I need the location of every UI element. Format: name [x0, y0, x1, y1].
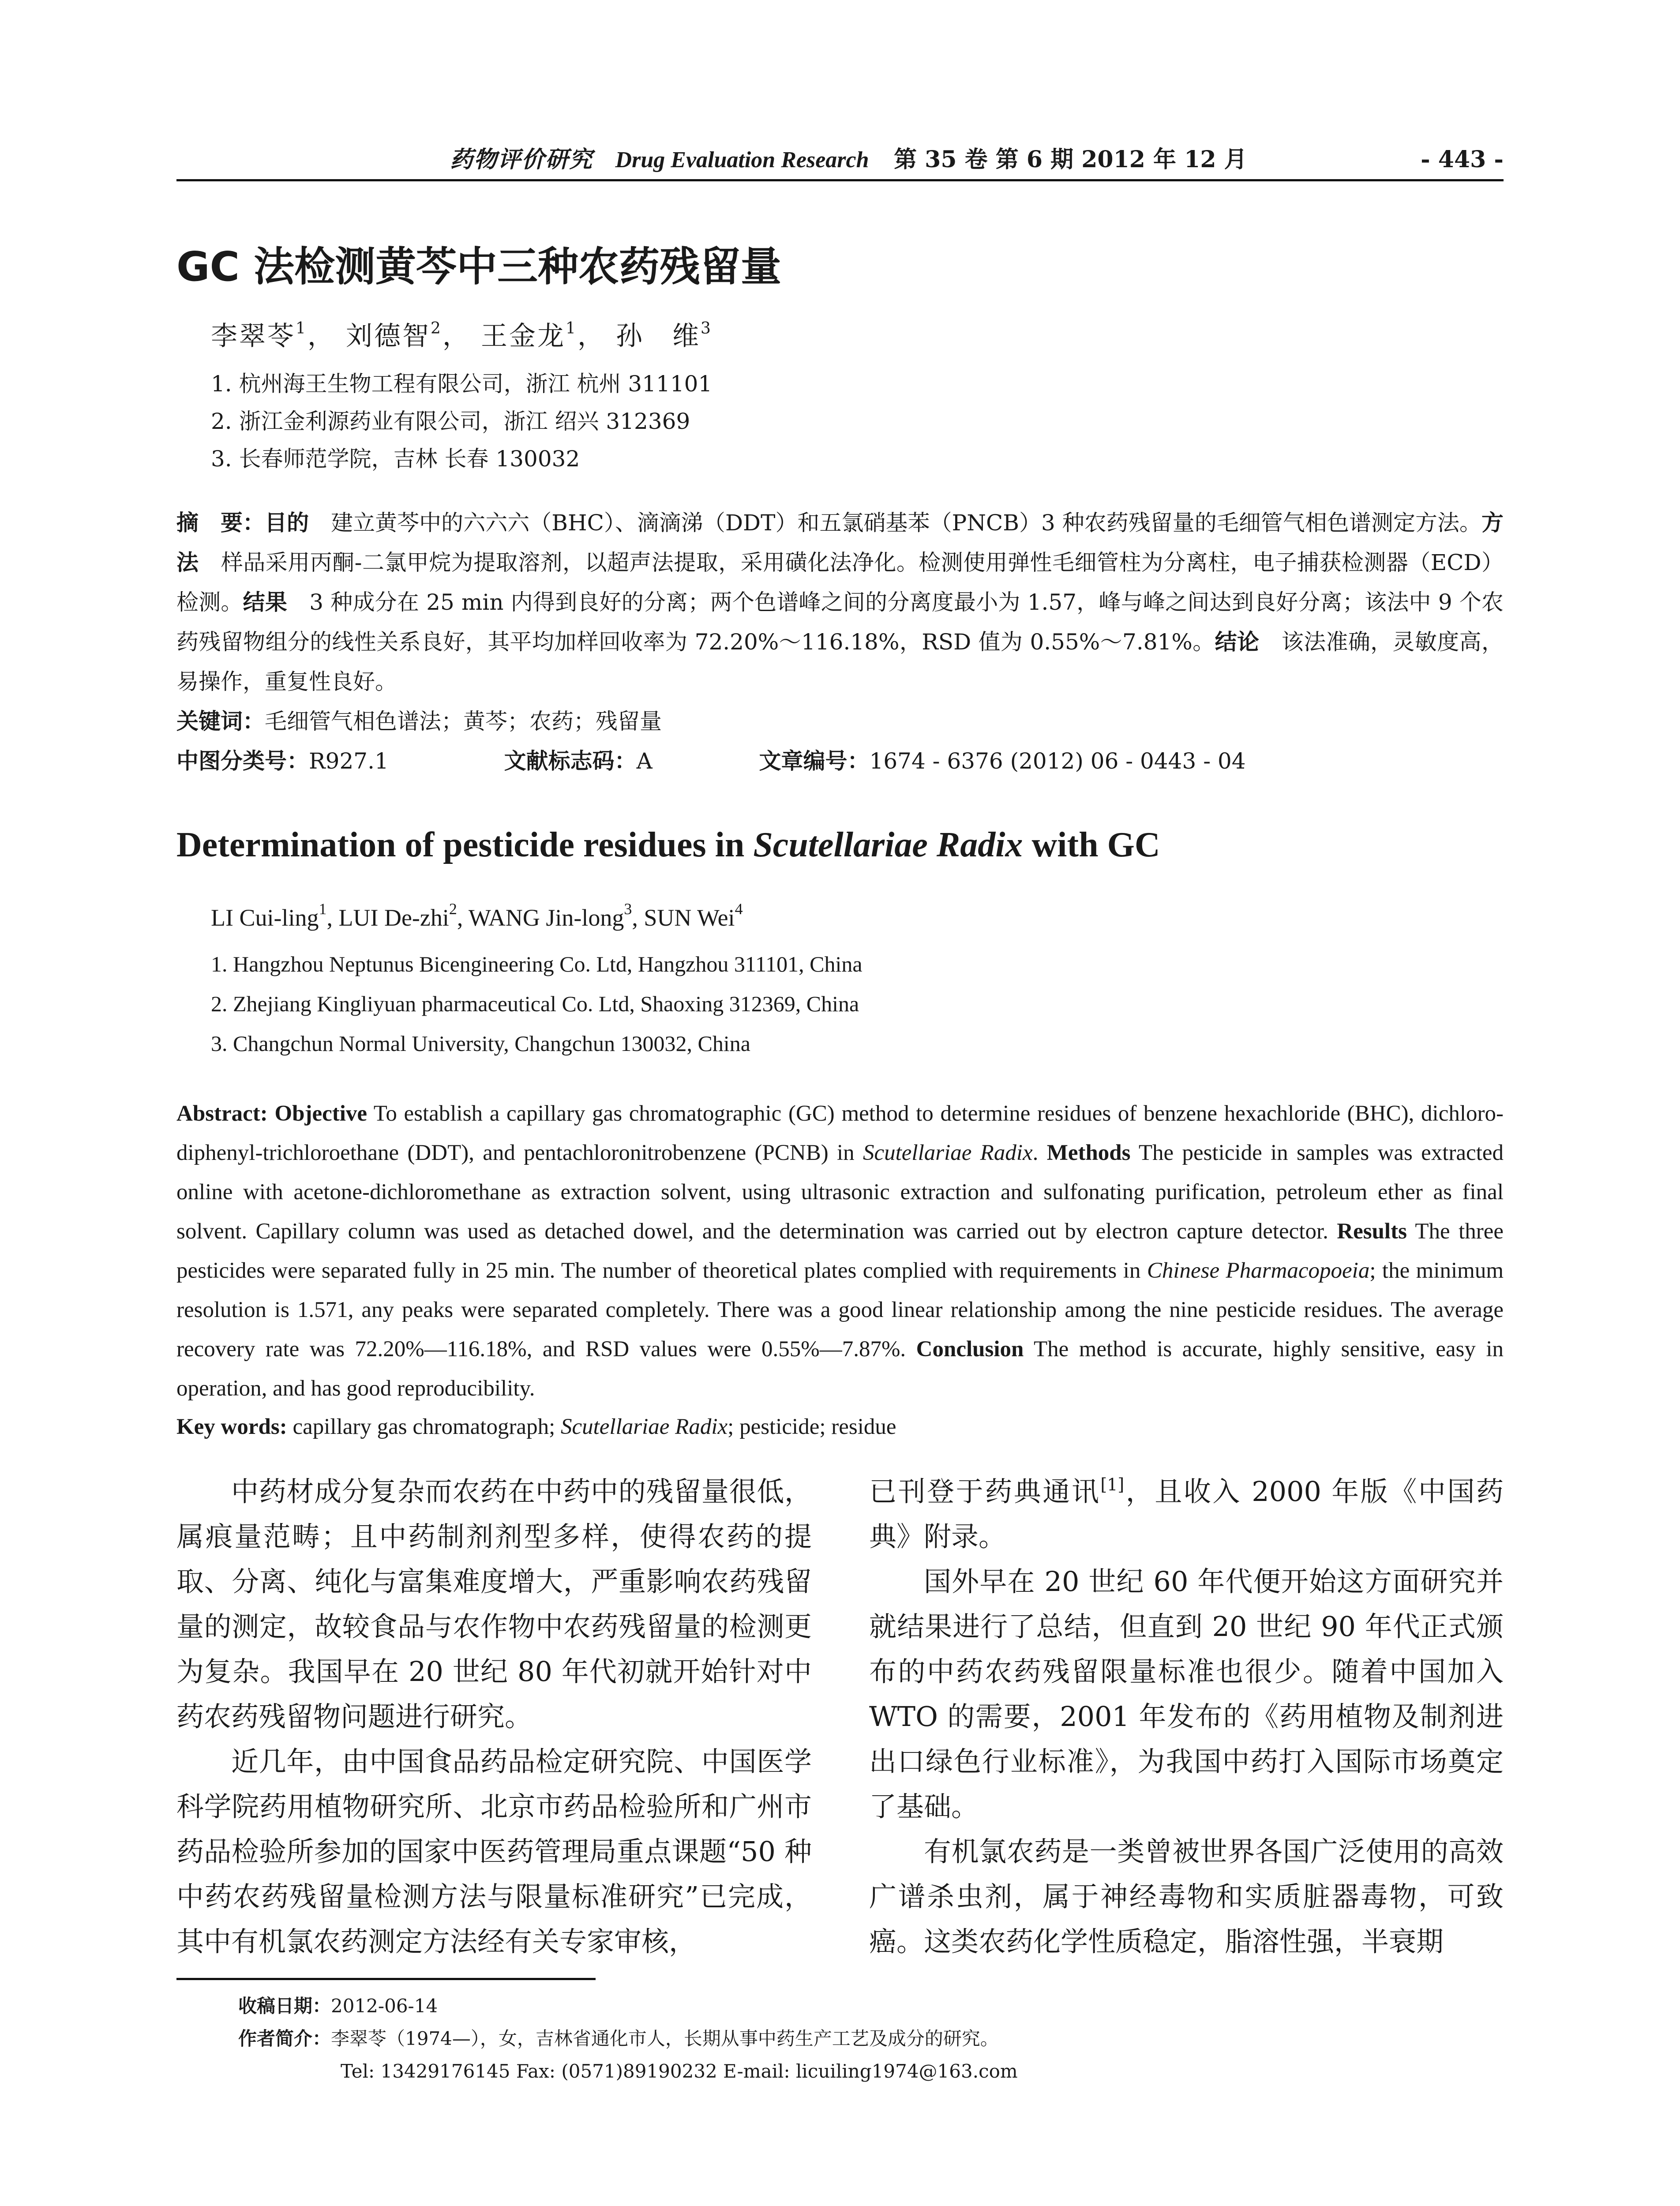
author-sup: 3 — [624, 900, 632, 918]
en-methods-label: Methods — [1046, 1141, 1131, 1165]
author-sep: , — [632, 904, 644, 931]
author-sep: , — [457, 904, 469, 931]
author-sup: 1 — [565, 319, 578, 338]
cn-keywords — [176, 702, 1504, 741]
author-sup: 2 — [449, 900, 457, 918]
author-sep: ， — [577, 321, 606, 352]
body-column-left — [176, 1469, 812, 1964]
classification-line — [176, 741, 1504, 781]
clc-label: 中图分类号： — [176, 748, 309, 774]
author-name: LI Cui-ling — [211, 904, 319, 931]
en-keywords-text: capillary gas chromatograph; — [287, 1414, 561, 1439]
author-sep: , — [326, 904, 339, 931]
author-sup: 1 — [296, 319, 308, 338]
author-bio: 李翠苓（1974—），女，吉林省通化市人，长期从事中药生产工艺及成分的研究。 — [331, 2028, 999, 2049]
body-paragraph: 国外早在 20 世纪 60 年代便开始这方面研究并就结果进行了总结，但直到 20 世纪 90 年代正式颁布的中药农药残留限量标准也很少。随着中国加入 WTO 的需要，2001 年发布的《药用植物及制剂进出口绿色行业标准》，为我国中药打入国际市场奠定了基础。 — [869, 1565, 1504, 1823]
en-conclusion-text: The method is accurate, highly sensitive, easy in operation, and has good reproducibility. — [176, 1337, 1504, 1401]
page-number: - 443 - — [1421, 146, 1504, 173]
cn-methods-text: 样品采用丙酮-二氯甲烷为提取溶剂，以超声法提取，采用磺化法净化。检测使用弹性毛细管柱为分离柱，电子捕获检测器（ECD）检测。 — [176, 550, 1504, 615]
author-name: 王金龙 — [480, 321, 566, 352]
cn-results-label: 结果 — [243, 589, 288, 615]
en-results-text-2: ; the minimum resolution is 1.571, any peaks were separated completely. There was a good linear relationship among the nine pesticide residues. The average recovery rate was 72.20%—116.18%, and RSD values were 0.55%—7.87%. — [176, 1258, 1504, 1362]
author-sup: 3 — [700, 319, 712, 338]
author-name: 李翠苓 — [211, 321, 296, 352]
en-latin-name: Scutellariae Radix — [862, 1141, 1033, 1165]
en-objective-text: To establish a capillary gas chromatographic (GC) method to determine residues of benzene hexachloride (BHC), dichloro-diphenyl-trichloroethane (DDT), and pentachloronitrobenzene (PCNB) in — [176, 1101, 1504, 1165]
article-id-value: 1674 - 6376 (2012) 06 - 0443 - 04 — [869, 748, 1246, 774]
received-date: 2012-06-14 — [331, 1995, 438, 2017]
body-paragraph-continued — [869, 1469, 1504, 1559]
cn-conclusion-label: 结论 — [1215, 629, 1260, 655]
en-affiliation-3: 3. Changchun Normal University, Changchun 130032, China — [211, 1031, 750, 1056]
cn-results-text: 3 种成分在 25 min 内得到良好的分离；两个色谱峰之间的分离度最小为 1.57，峰与峰之间达到良好分离；该法中 9 个农药残留物组分的线性关系良好，其平均加样回收率为 72.20%～116.18%，RSD 值为 0.55%～7.81%。 — [176, 589, 1504, 655]
clc-value: R927.1 — [309, 748, 389, 774]
en-abstract-label: Abstract: Objective — [176, 1101, 368, 1126]
cn-conclusion-text: 该法准确，灵敏度高，易操作，重复性良好。 — [176, 629, 1504, 694]
en-keywords-text-2: ; pesticide; residue — [728, 1414, 896, 1439]
en-title-post: with GC — [1023, 825, 1160, 864]
author-sep: ， — [307, 321, 336, 352]
journal-logo: 药物评价研究 — [450, 146, 593, 173]
footnotes — [238, 1990, 1018, 2088]
cn-affiliation-2: 2. 浙江金利源药业有限公司，浙江 绍兴 312369 — [211, 409, 690, 434]
en-keywords — [176, 1407, 1504, 1447]
body-paragraph: 近几年，由中国食品药品检定研究院、中国医学科学院药用植物研究所、北京市药品检验所和广州市药品检验所参加的国家中医药管理局重点课题“50 种中药农药残留量检测方法与限量标准研究”已完成，其中有机氯农药测定方法经有关专家审核， — [176, 1745, 812, 1958]
cn-abstract-label: 摘 要： — [176, 510, 265, 536]
cn-affiliation-3: 3. 长春师范学院，吉林 长春 130032 — [211, 446, 580, 472]
en-affiliation-2: 2. Zhejiang Kingliyuan pharmaceutical Co. Ltd, Shaoxing 312369, China — [211, 991, 859, 1016]
body-text: ，且收入 2000 年版《中国药典》附录。 — [869, 1475, 1504, 1553]
author-name: LUI De-zhi — [338, 904, 449, 931]
en-title-pre: Determination of pesticide residues in — [176, 825, 754, 864]
cn-authors — [211, 319, 712, 354]
en-pharmacopoeia: Chinese Pharmacopoeia — [1147, 1258, 1370, 1283]
cn-keywords-label: 关键词： — [176, 709, 265, 734]
author-bio-label: 作者简介： — [238, 2028, 331, 2049]
author-name: 孙 维 — [615, 321, 701, 352]
author-sup: 1 — [319, 900, 327, 918]
body-text: 已刊登于药典通讯 — [869, 1475, 1101, 1508]
author-sep: ， — [442, 321, 471, 352]
author-sup: 4 — [735, 900, 743, 918]
en-title — [176, 821, 1160, 869]
running-header — [176, 142, 1504, 181]
en-results-label: Results — [1337, 1219, 1407, 1244]
cn-affiliation-1: 1. 杭州海王生物工程有限公司，浙江 杭州 311101 — [211, 371, 712, 397]
header-journal-info — [450, 142, 1247, 178]
author-name: SUN Wei — [644, 904, 735, 931]
citation-ref[interactable]: [1] — [1100, 1475, 1125, 1494]
en-title-latin: Scutellariae Radix — [753, 825, 1023, 864]
en-results-text: The three pesticides were separated fully in 25 min. The number of theoretical plates complied with requirements in — [176, 1219, 1504, 1283]
cn-title: GC 法检测黄芩中三种农药残留量 — [176, 243, 782, 290]
body-paragraph: 有机氯农药是一类曾被世界各国广泛使用的高效广谱杀虫剂，属于神经毒物和实质脏器毒物，可致癌。这类农药化学性质稳定，脂溶性强，半衰期 — [869, 1835, 1504, 1958]
cn-abstract — [176, 503, 1504, 702]
cn-objective-text: 建立黄芩中的六六六（BHC）、滴滴涕（DDT）和五氯硝基苯（PNCB）3 种农药残留量的毛细管气相色谱测定方法。 — [309, 510, 1482, 536]
footnote-rule — [176, 1978, 596, 1980]
en-keywords-latin: Scutellariae Radix — [561, 1414, 728, 1439]
body-paragraph: 中药材成分复杂而农药在中药中的残留量很低，属痕量范畴；且中药制剂剂型多样，使得农药的提取、分离、纯化与富集难度增大，严重影响农药残留量的测定，故较食品与农作物中农药残留量的检测更为复杂。我国早在 20 世纪 80 年代初就开始针对中药农药残留物问题进行研究。 — [176, 1475, 812, 1733]
en-text: . — [1032, 1141, 1047, 1165]
received-label: 收稿日期： — [238, 1995, 331, 2017]
en-keywords-label: Key words: — [176, 1414, 287, 1439]
body-column-right — [869, 1469, 1504, 1964]
doc-code-value: A — [636, 748, 652, 774]
contact-info: Tel: 13429176145 Fax: (0571)89190232 E-mail: licuiling1974@163.com — [341, 2060, 1018, 2082]
author-sup: 2 — [430, 319, 442, 338]
en-abstract — [176, 1094, 1504, 1408]
cn-keywords-text: 毛细管气相色谱法；黄芩；农药；残留量 — [265, 709, 662, 734]
en-conclusion-label: Conclusion — [916, 1337, 1024, 1362]
cn-methods-label: 方法 — [176, 510, 1504, 575]
en-authors — [211, 900, 743, 935]
en-affiliation-1: 1. Hangzhou Neptunus Bicengineering Co. Ltd, Hangzhou 311101, China — [211, 952, 862, 976]
article-id-label: 文章编号： — [759, 748, 870, 774]
cn-objective-label: 目的 — [265, 510, 309, 536]
author-name: 刘德智 — [345, 321, 431, 352]
author-name: WANG Jin-long — [468, 904, 624, 931]
issue-info: 第 35 卷 第 6 期 2012 年 12 月 — [894, 146, 1247, 173]
en-methods-text: The pesticide in samples was extracted online with acetone-dichloromethane as extraction solvent, using ultrasonic extraction and sulfonating purification, petroleum ether as final solvent. Capillary column was used as detached dowel, and the determination was carried out by electron capture detector. — [176, 1141, 1504, 1244]
journal-name: Drug Evaluation Research — [615, 147, 869, 173]
doc-code-label: 文献标志码： — [504, 748, 637, 774]
